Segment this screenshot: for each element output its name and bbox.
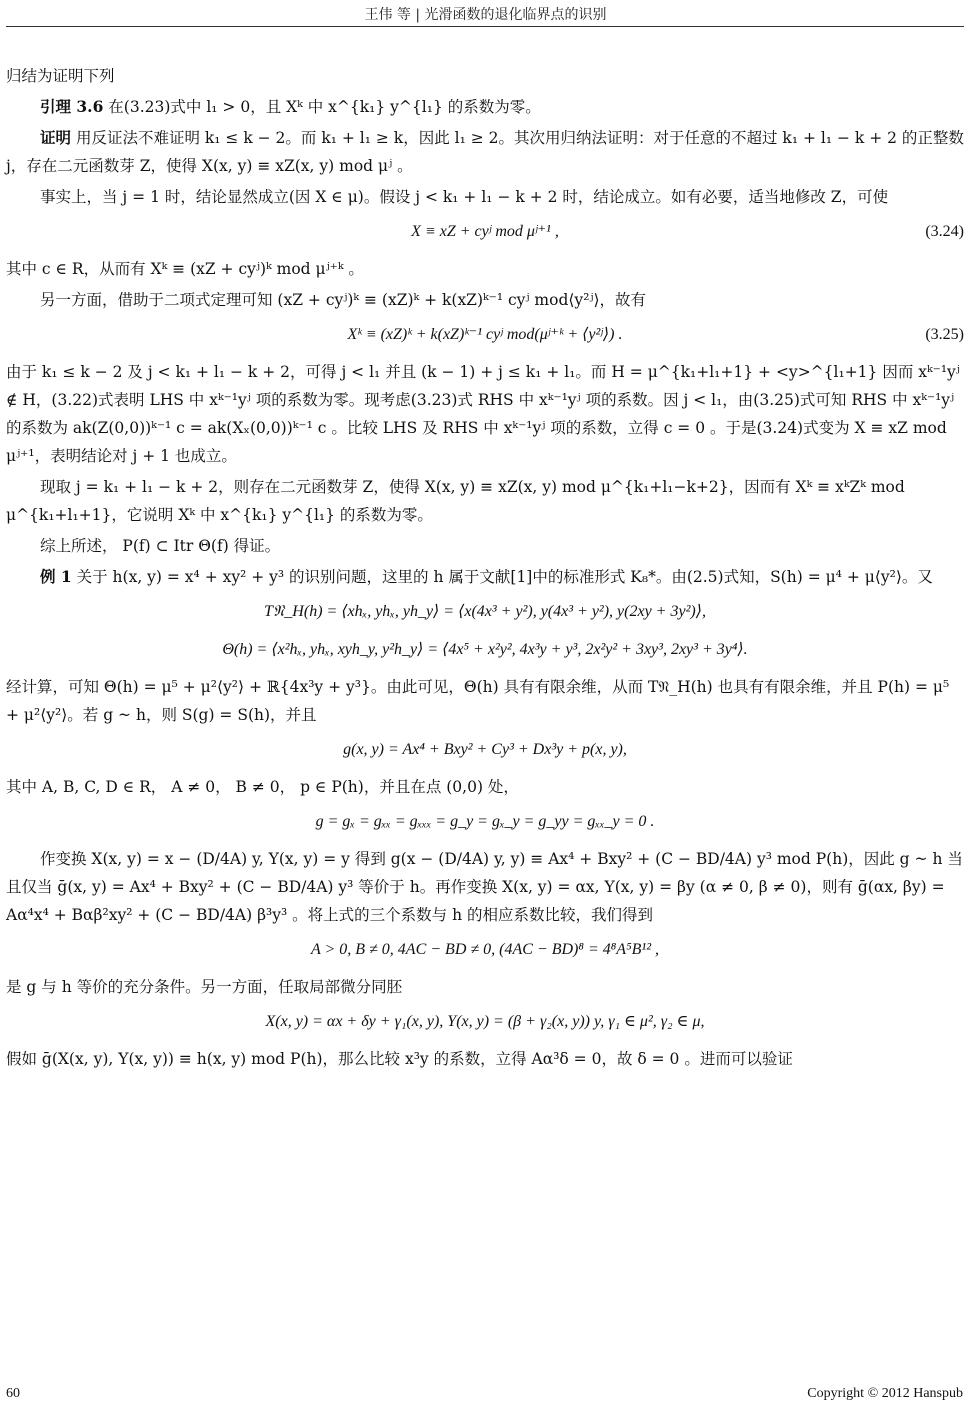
page-number: 60 <box>6 1386 20 1401</box>
equation-3-24 <box>6 217 964 247</box>
lemma-text: 在(3.23)式中 l₁ > 0，且 Xᵏ 中 x^{k₁} y^{l₁} 的系数为零。 <box>103 98 541 116</box>
equation-body: X ≡ xZ + cyʲ mod μʲ⁺¹ , <box>411 223 559 240</box>
proof-paragraph <box>6 124 964 180</box>
paragraph-binomial: 另一方面，借助于二项式定理可知 (xZ + cyʲ)ᵏ ≡ (xZ)ᵏ + k(xZ)ᵏ⁻¹ cyʲ mod⟨y²ʲ⟩，故有 <box>40 291 647 309</box>
paragraph-induction: 事实上，当 j = 1 时，结论显然成立(因 X ∈ μ)。假设 j < k₁ + l₁ − k + 2 时，结论成立。如有必要，适当地修改 Z，可使 <box>40 188 889 206</box>
example-paragraph <box>6 563 964 591</box>
equation-3-25 <box>6 320 964 350</box>
equation-diffeomorphism: X(x, y) = αx + δy + γ₁(x, y), Y(x, y) = (β + γ₂(x, y)) y, γ₁ ∈ μ², γ₂ ∈ μ, <box>265 1013 705 1030</box>
copyright: Copyright © 2012 Hanspub <box>807 1386 963 1401</box>
equation-tangent-space: T𝔑_H(h) = ⟨xhₓ, yhₓ, yh_y⟩ = ⟨x(4x³ + y²), y(4x³ + y²), y(2xy + 3y²)⟩, <box>264 603 706 620</box>
paragraph-conclusion: 综上所述， P(f) ⊂ Itr Θ(f) 得证。 <box>40 537 281 555</box>
equation-number: (3.25) <box>925 326 964 343</box>
lemma-label: 引理 3.6 <box>40 97 104 116</box>
equation-theta: Θ(h) = ⟨x²hₓ, yhₓ, xyh_y, y²h_y⟩ = ⟨4x⁵ + x²y², 4x³y + y³, 2x²y² + 3xy³, 2xy³ + 3y⁴⟩. <box>222 641 748 658</box>
proof-text: 用反证法不难证明 k₁ ≤ k − 2。而 k₁ + l₁ ≥ k，因此 l₁ ≥ 2。其次用归纳法证明：对于任意的不超过 k₁ + l₁ − k + 2 的正整数 j，存在二元函数芽 Z，使得 X(x, y) ≡ xZ(x, y) mod μʲ 。 <box>6 129 964 175</box>
header-rule <box>6 26 964 27</box>
equation-number: (3.24) <box>925 223 964 240</box>
lemma-paragraph <box>6 93 964 121</box>
paragraph-verify: 假如 ḡ(X(x, y), Y(x, y)) ≡ h(x, y) mod P(h)，那么比较 x³y 的系数，立得 Aα³δ = 0，故 δ = 0 。进而可以验证 <box>6 1050 793 1068</box>
example-text: 关于 h(x, y) = x⁴ + xy² + y³ 的识别问题，这里的 h 属于文献[1]中的标准形式 K₈*。由(2.5)式知，S(h) = μ⁴ + μ⟨y²⟩。又 <box>71 568 933 586</box>
paragraph-where-abcd: 其中 A, B, C, D ∈ R， A ≠ 0， B ≠ 0， p ∈ P(h)，并且在点 (0,0) 处， <box>6 778 519 796</box>
running-header: 王伟 等 | 光滑函数的退化临界点的识别 <box>364 7 607 23</box>
page-body <box>6 62 964 1076</box>
paragraph-coefficient-argument: 由于 k₁ ≤ k − 2 及 j < k₁ + l₁ − k + 2，可得 j < l₁ 并且 (k − 1) + j ≤ k₁ + l₁。而 H = μ^{k₁+l₁+1} + <y>^{l₁+1} 因而 xᵏ⁻¹yʲ ∉ H，(3.22)式表明 LHS 中 xᵏ⁻¹yʲ 项的系数为零。现考虑(3.23)式 RHS 中 xᵏ⁻¹yʲ 项的系数。因 j < l₁，由(3.25)式可知 RHS 中 xᵏ⁻¹yʲ 的系数为 ak(Z(0,0))ᵏ⁻¹ c = ak(Xₓ(0,0))ᵏ⁻¹ c 。比较 LHS 及 RHS 中 xᵏ⁻¹yʲ 项的系数，立得 c = 0 。于是(3.24)式变为 X ≡ xZ mod μʲ⁺¹，表明结论对 j + 1 也成立。 <box>6 363 960 465</box>
paragraph-intro: 归结为证明下列 <box>6 67 115 85</box>
equation-conditions: A > 0, B ≠ 0, 4AC − BD ≠ 0, (4AC − BD)⁸ = 4⁸A⁵B¹² , <box>310 941 660 958</box>
proof-label: 证明 <box>40 128 72 147</box>
example-label: 例 1 <box>40 567 72 586</box>
paragraph-sufficient: 是 g 与 h 等价的充分条件。另一方面，任取局部微分同胚 <box>6 978 403 996</box>
equation-body: Xᵏ ≡ (xZ)ᵏ + k(xZ)ᵏ⁻¹ cyʲ mod(μʲ⁺ᵏ + ⟨y²ʲ⟩) . <box>347 326 623 343</box>
paragraph-transformation: 作变换 X(x, y) = x − (D/4A) y, Y(x, y) = y 得到 g(x − (D/4A) y, y) ≡ Ax⁴ + Bxy² + (C − BD/4A) y³ mod P(h)，因此 g ~ h 当且仅当 ḡ(x, y) = Ax⁴ + Bxy² + (C − BD/4A) y³ 等价于 h。再作变换 X(x, y) = αx, Y(x, y) = βy (α ≠ 0, β ≠ 0)，则有 ḡ(αx, βy) = Aα⁴x⁴ + Bαβ²xy² + (C − BD/4A) β³y³ 。将上式的三个系数与 h 的相应系数比较，我们得到 <box>6 850 963 924</box>
equation-derivatives-zero: g = gₓ = gₓₓ = gₓₓₓ = g_y = gₓ_y = g_yy = gₓₓ_y = 0 . <box>315 813 655 830</box>
paragraph-computation: 经计算，可知 Θ(h) = μ⁵ + μ²⟨y²⟩ + ℝ{4x³y + y³}。由此可见，Θ(h) 具有有限余维，从而 T𝔑_H(h) 也具有有限余维，并且 P(h) = μ⁵ + μ²⟨y²⟩。若 g ~ h，则 S(g) = S(h)，并且 <box>6 678 950 724</box>
paragraph-take-j: 现取 j = k₁ + l₁ − k + 2，则存在二元函数芽 Z，使得 X(x, y) ≡ xZ(x, y) mod μ^{k₁+l₁−k+2}，因而有 Xᵏ ≡ xᵏZᵏ mod μ^{k₁+l₁+1}，它说明 Xᵏ 中 x^{k₁} y^{l₁} 的系数为零。 <box>6 478 905 524</box>
equation-g: g(x, y) = Ax⁴ + Bxy² + Cy³ + Dx³y + p(x, y), <box>343 741 627 758</box>
paragraph-where-c: 其中 c ∈ R，从而有 Xᵏ ≡ (xZ + cyʲ)ᵏ mod μʲ⁺ᵏ 。 <box>6 260 364 278</box>
